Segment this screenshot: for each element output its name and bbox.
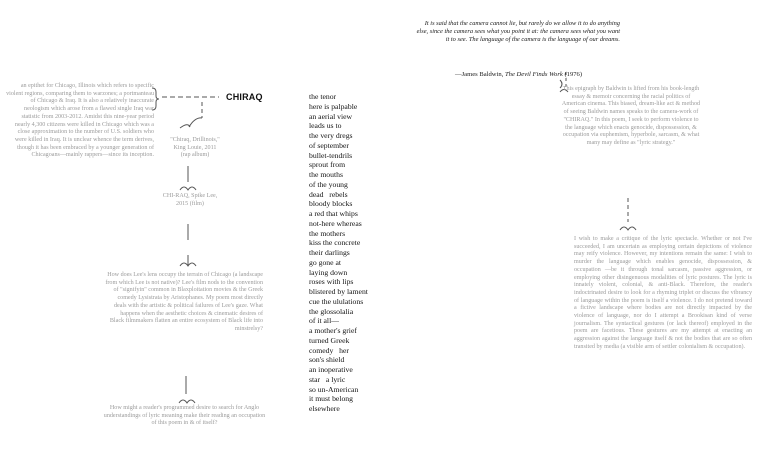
attribution-year: (1976) xyxy=(562,71,583,78)
poem-line: the glossolalia xyxy=(309,306,354,316)
question-lee-lens: How does Lee's lens occupy the terrain of Chicago (a landscape from which Lee is not native)? Lee's film nods to the convention of "signifyin" common in Blaxploitation movies & the Greek comedy Lysistrata by Aristophanes. My poem most directly deals with the artistic & political failures of Lee's gaze. What happens when the aesthetic choices & cinematic desires of Black filmmakers flatten an entire ecosystem of Black life into minstrelsy? xyxy=(105,272,263,332)
poem-line: it must belong xyxy=(309,394,353,404)
poem-line: cue the ululations xyxy=(309,296,364,306)
baldwin-epigraph: It is said that the camera cannot lie, but rarely do we allow it to do anything else, since the camera sees what you point it at: the camera sees what you want it to see. The language of the camera is the language of our dreams. xyxy=(416,20,620,44)
poem-line: the mothers xyxy=(309,228,346,238)
lyric-critique: I wish to make a critique of the lyric spectacle. Whether or not I've succeeded, I am uncertain as employing certain depictions of violence may reify violence. However, my intentions remain the same: I wish to murder the language which enables genocide, dispossession, & occupation —be it through tonal sarcasm, passive aggression, or employing other disingenuous modalities of lyric postures. The lyric is innately violent, colonial, & anti-Black. Therefore, the reader's indoctrinated desire to look for a rhyming triplet or discuss the vibrancy of language within the poem is itself a violence. I do not pretend toward a fictive landscape where bodies are not directly impacted by the violence of language, nor do I attempt a Brookisan kind of verse journalism. The syntactical gestures (or lack thereof) employed in the poem are facetious. These gestures are my attempt at enacting an aggression against the language itself & not the bodies that are so often transited by media (a visible arm of settler colonialism & occupation). xyxy=(574,236,752,350)
q2-curl xyxy=(179,400,195,403)
film-curl xyxy=(180,187,196,190)
poem-line: the very dregs xyxy=(309,131,353,140)
poem-line: bullet-tendrils xyxy=(309,150,353,160)
poem-line: go gone at xyxy=(309,257,342,267)
poem-line: sprout from xyxy=(309,160,346,170)
critique-curl xyxy=(620,227,636,230)
poem-line: kiss the concrete xyxy=(309,238,361,248)
baldwin-attribution xyxy=(455,71,582,78)
poem-line: the tenor xyxy=(309,92,337,101)
poem-line: son's shield xyxy=(309,355,345,365)
chiraq-definition: an epithet for Chicago, Illinois which refers to specific violent regions, comparing them to warzones; a portmanteau of Chicago & Iraq. It is also a relatively inaccurate neologism which arose from a flawed single Iraq war statistic from 2003-2012. Amidst this nine-year period nearly 4,300 citizens were killed in Chicago which was a close approximation to the number of U.S. soldiers who were killed in Iraq. It is unclear whence the term derives, though it has been embraced by a younger generation of Chicagoans—mainly rappers—since its inception. xyxy=(6,83,154,159)
poem-line: turned Greek xyxy=(309,335,350,345)
poem-line: of it all— xyxy=(309,316,339,326)
song-reference: "Chiraq, Drillinois," King Louie, 2011 (rap album) xyxy=(170,137,220,159)
poem-line: the mouths xyxy=(309,170,343,179)
poem-line: roses with lips xyxy=(309,277,354,287)
poem-line: laying down xyxy=(309,267,348,277)
poem-line: of september xyxy=(309,140,349,150)
poem-line: star a lyric xyxy=(309,374,346,384)
song-connector xyxy=(189,118,202,127)
poem-line: an aerial view xyxy=(309,111,353,121)
poem-line: their darlings xyxy=(309,248,350,257)
poem-line: dead rebels xyxy=(309,189,348,199)
poem-title: CHIRAQ xyxy=(226,92,263,102)
poem-line: here is palpable xyxy=(309,101,358,111)
poem-line: elsewhere xyxy=(309,404,340,413)
poem-line: a mother's grief xyxy=(309,326,357,335)
poem-line: comedy her xyxy=(309,345,349,355)
poem-body xyxy=(309,92,368,414)
poem-line: leads us to xyxy=(309,121,342,131)
poem-line: so un-American xyxy=(309,384,359,394)
film-reference: CHI-RAQ, Spike Lee, 2015 (film) xyxy=(162,193,218,207)
poem-line: an inoperative xyxy=(309,365,353,374)
attribution-title: The Devil Finds Work xyxy=(505,71,563,78)
attribution-author: —James Baldwin, xyxy=(455,71,505,78)
epigraph-note: This epigraph by Baldwin is lifted from his book-length essay & memoir concerning the racial politics of American cinema. This biased, dream-like act & method of seeing Baldwin names speaks to the camera-work of "CHIRAQ." In this poem, I seek to perform violence to the language which enacts genocide, dispossession, & occupation via euphemism, hyperbole, sarcasm, & what many may define as "lyric strategy." xyxy=(561,86,701,146)
poem-line: bloody blocks xyxy=(309,199,353,209)
poem-line: not-here whereas xyxy=(309,218,362,228)
poem-line: blistered by lament xyxy=(309,287,368,296)
poem-line: of the young xyxy=(309,179,348,189)
song-curl xyxy=(180,125,190,128)
question-reader-desire: How might a reader's programmed desire to search for Anglo understandings of lyric meaning make their reading an occupation of this poem in & of itself? xyxy=(103,405,266,427)
poem-line: a red that whips xyxy=(309,209,358,218)
